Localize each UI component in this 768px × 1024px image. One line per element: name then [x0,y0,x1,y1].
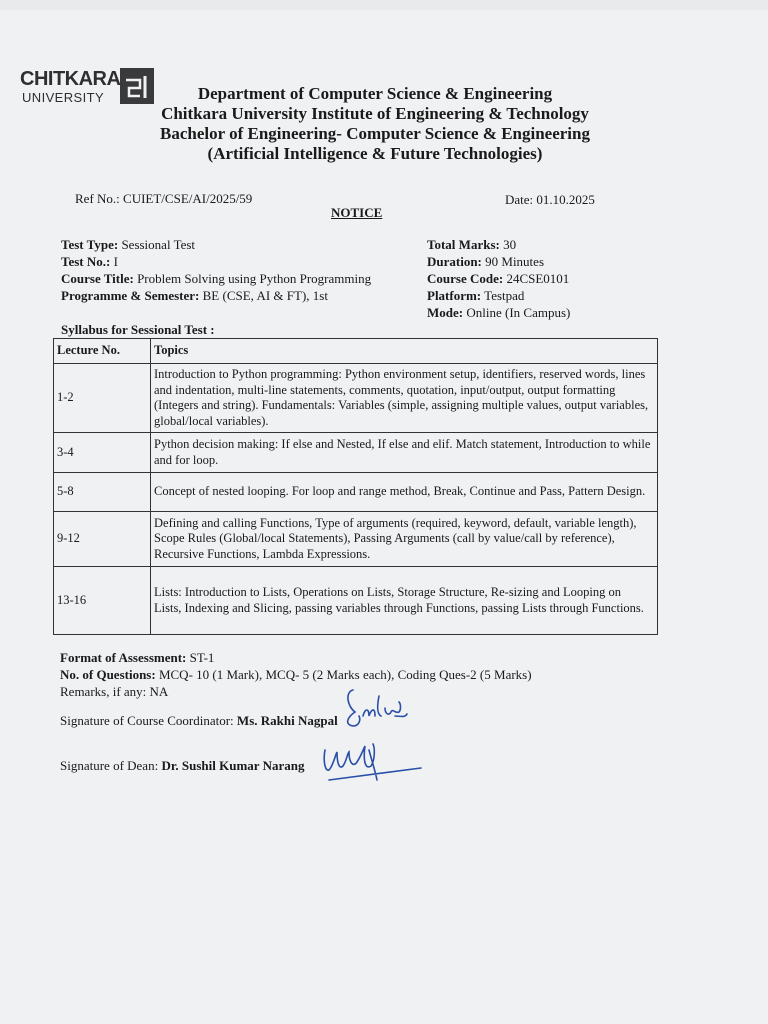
assessment-remarks: Remarks, if any: NA [60,684,169,699]
column-header-topics: Topics [151,339,658,364]
header-institute: Chitkara University Institute of Engineering & Technology [161,104,589,123]
column-header-lecture: Lecture No. [54,339,151,364]
details-left [61,236,371,304]
table-header-row [54,339,658,364]
logo-name: CHITKARA [20,68,121,90]
lecture-cell: 9-12 [54,512,151,567]
notice-title: NOTICE [331,205,383,220]
detail-course-title: Course Title: Problem Solving using Python Programming [61,271,372,286]
assessment-format: Format of Assessment: ST-1 [60,650,215,665]
assessment-section [60,649,532,700]
topics-cell: Concept of nested looping. For loop and range method, Break, Continue and Pass, Pattern Design. [151,473,658,512]
table-row [54,364,658,433]
lecture-cell: 5-8 [54,473,151,512]
header-programme: Bachelor of Engineering- Computer Science & Engineering [159,124,590,143]
logo-sub: UNIVERSITY [22,90,105,105]
detail-mode: Mode: Online (In Campus) [427,305,571,320]
coordinator-signature-line: Signature of Course Coordinator: Ms. Rakhi Nagpal [60,713,338,728]
table-row [54,433,658,473]
detail-platform: Platform: Testpad [427,288,525,303]
lecture-cell: 3-4 [54,433,151,473]
coordinator-signature-icon [335,686,425,732]
dean-signature-icon [315,730,425,790]
assessment-questions: No. of Questions: MCQ- 10 (1 Mark), MCQ- 5 (2 Marks each), Coding Ques-2 (5 Marks) [60,667,532,682]
syllabus-table [53,338,658,635]
detail-duration: Duration: 90 Minutes [427,254,545,269]
detail-test-type: Test Type: Sessional Test [61,237,196,252]
header-specialization: (Artificial Intelligence & Future Technologies) [207,144,543,163]
dean-signature-line: Signature of Dean: Dr. Sushil Kumar Narang [60,758,305,773]
lecture-cell: 1-2 [54,364,151,433]
table-row [54,512,658,567]
syllabus-heading: Syllabus for Sessional Test : [61,322,215,337]
detail-total-marks: Total Marks: 30 [427,237,517,252]
details-right [427,236,570,321]
detail-programme-semester: Programme & Semester: BE (CSE, AI & FT), 1st [61,288,328,303]
logo-emblem-icon [120,68,154,104]
university-logo [20,68,148,108]
lecture-cell: 13-16 [54,567,151,635]
topics-cell: Introduction to Python programming: Python environment setup, identifiers, reserved words, lines and indentation, multi-line statements, comments, quotation, input/output, output formatting (Integers and string). Fundamentals: Variables (simple, assigning multiple values, output variables, global/local variables). [151,364,658,433]
notice-date: Date: 01.10.2025 [505,192,595,207]
table-row [54,473,658,512]
topics-cell: Lists: Introduction to Lists, Operations on Lists, Storage Structure, Re-sizing and Looping on Lists, Indexing and Slicing, passing variables through Functions, passing Lists through Functions. [151,567,658,635]
table-row [54,567,658,635]
topics-cell: Defining and calling Functions, Type of arguments (required, keyword, default, variable length), Scope Rules (Global/local Statements), Passing Arguments (call by value/call by reference), Recursive Functions, Lambda Expressions. [151,512,658,567]
document-header [150,84,600,164]
reference-number: Ref No.: CUIET/CSE/AI/2025/59 [75,191,253,206]
detail-course-code: Course Code: 24CSE0101 [427,271,570,286]
header-department: Department of Computer Science & Engineering [197,84,553,103]
topics-cell: Python decision making: If else and Nested, If else and elif. Match statement, Introduction to while and for loop. [151,433,658,473]
detail-test-no: Test No.: I [61,254,118,269]
